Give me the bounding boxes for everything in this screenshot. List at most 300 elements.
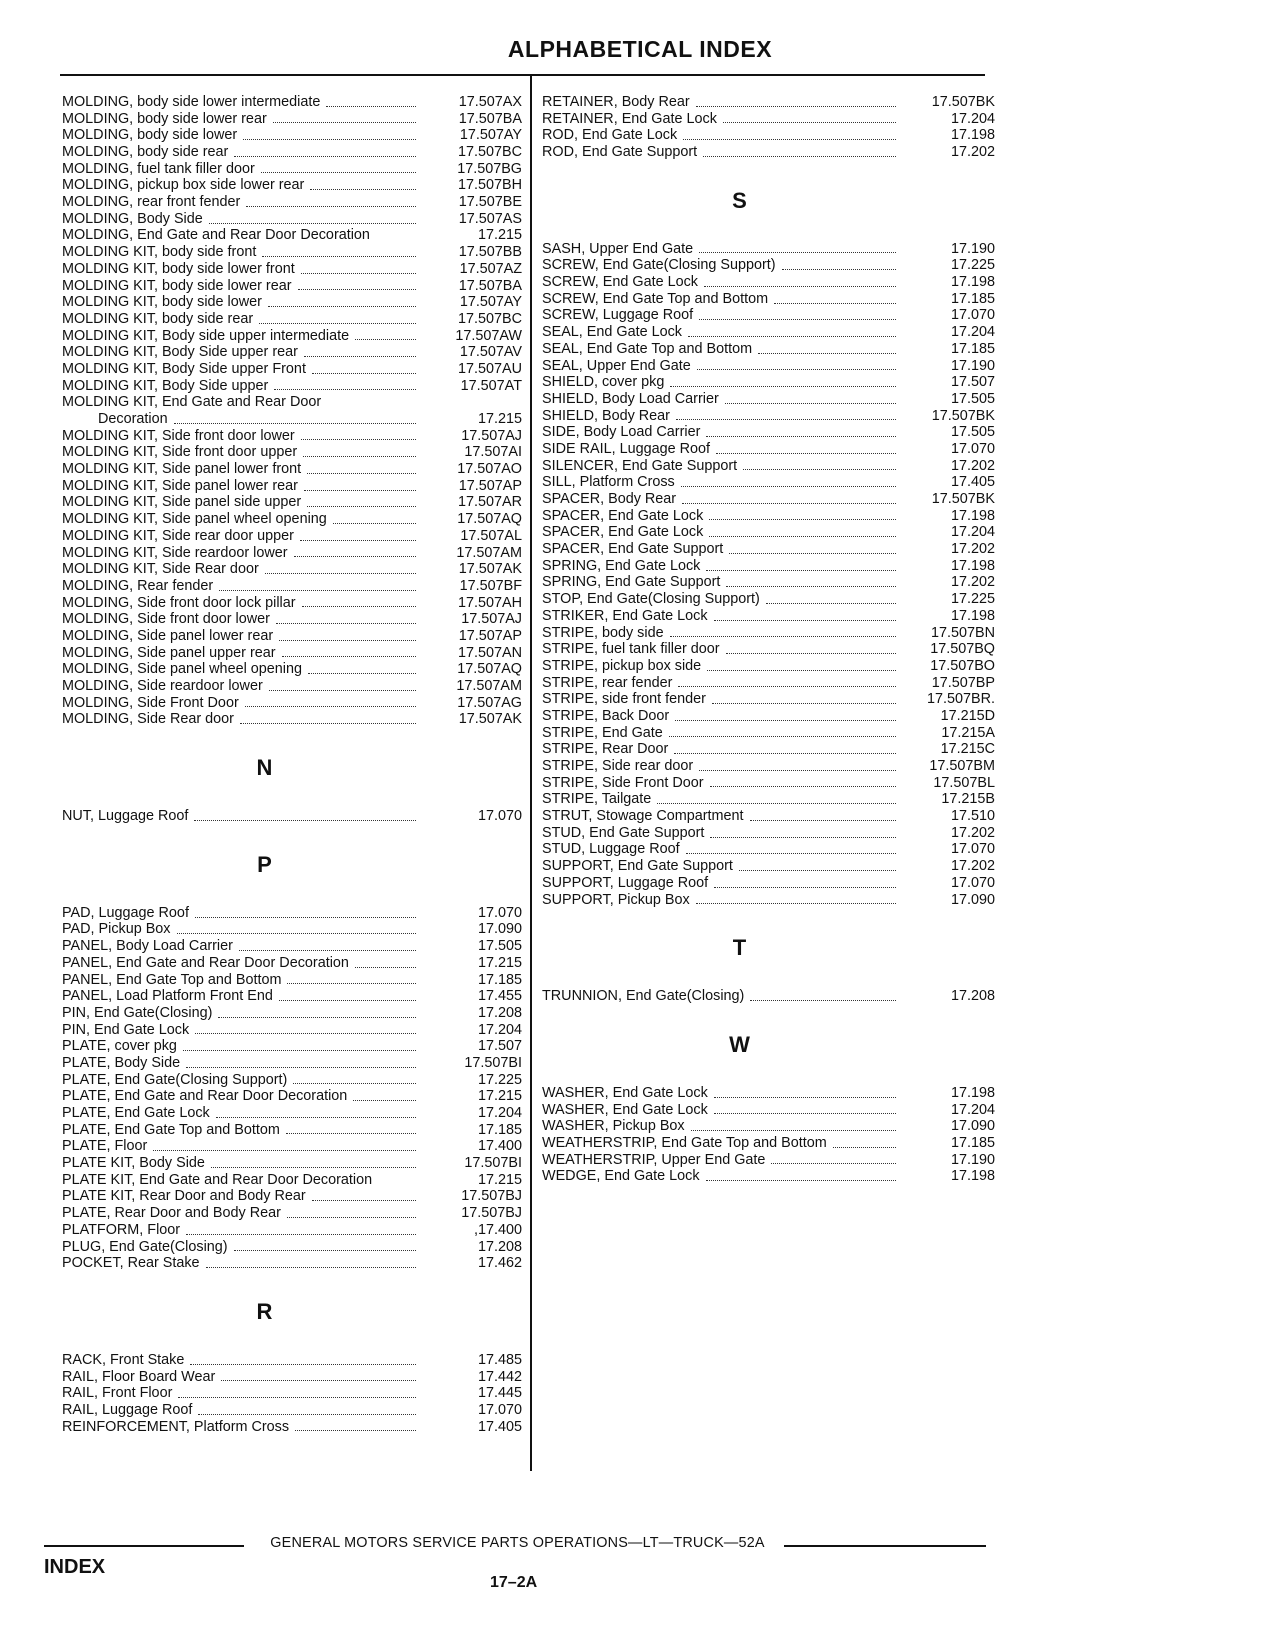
index-entry-page: 17.198: [950, 507, 995, 524]
index-entry-page: 17.507AS: [458, 210, 522, 227]
index-entry: [542, 1118, 997, 1135]
index-entry: [542, 257, 997, 274]
index-entry: [542, 474, 997, 491]
index-entry-page: 17.198: [950, 1084, 995, 1101]
section-letter-heading: R: [256, 1298, 273, 1324]
index-entry-name: NUT, Luggage Roof: [62, 808, 189, 825]
index-entry-page: 17.507BJ: [461, 1205, 522, 1222]
index-entry-name: MOLDING KIT, Body Side upper Front: [62, 360, 306, 377]
index-entry-name: PLATE, cover pkg: [62, 1038, 177, 1055]
index-entry-name: MOLDING KIT, End Gate and Rear Door: [62, 394, 322, 411]
index-entry: [62, 595, 527, 612]
index-entry: [542, 625, 997, 642]
index-entry-name: STRIPE, body side: [542, 624, 664, 641]
dot-leader: [682, 502, 896, 504]
index-entry-page: 17.507AI: [464, 444, 522, 461]
index-entry-page: 17.507: [477, 1038, 522, 1055]
index-entry-name: STRIPE, rear fender: [542, 674, 673, 691]
index-entry-page: 17.442: [477, 1368, 522, 1385]
dot-leader: [710, 785, 896, 787]
index-entry-name: STRIKER, End Gate Lock: [542, 607, 708, 624]
index-entry: [542, 825, 997, 842]
index-entry: [62, 194, 527, 211]
dot-leader: [268, 305, 416, 307]
index-entry-name: SILENCER, End Gate Support: [542, 457, 738, 474]
index-entry: [62, 561, 527, 578]
dot-leader: [303, 455, 416, 457]
index-entry-page: 17.507AQ: [457, 661, 522, 678]
dot-leader: [657, 802, 896, 804]
index-entry: [62, 1155, 527, 1172]
index-entry-name: MOLDING KIT, Side front door lower: [62, 427, 295, 444]
dot-leader: [300, 539, 416, 541]
index-entry: [542, 441, 997, 458]
index-entry-name: WASHER, End Gate Lock: [542, 1084, 708, 1101]
dot-leader: [714, 886, 896, 888]
index-entry-page: 17.507BA: [458, 110, 522, 127]
dot-leader: [699, 769, 896, 771]
index-entry-page: 17.070: [950, 874, 995, 891]
index-entry-name: SHIELD, cover pkg: [542, 374, 665, 391]
index-entry: [62, 261, 527, 278]
dot-leader: [279, 639, 416, 641]
dot-leader: [699, 318, 896, 320]
dot-leader: [750, 819, 896, 821]
index-entry: [62, 988, 527, 1005]
index-entry-page: 17.507BB: [458, 244, 522, 261]
dot-leader: [312, 372, 416, 374]
index-entry-name: PLATE, Body Side: [62, 1054, 181, 1071]
dot-leader: [259, 322, 416, 324]
dot-leader: [771, 1162, 896, 1164]
index-entry-page: 17.507AJ: [461, 427, 522, 444]
index-entry-page: 17.485: [477, 1351, 522, 1368]
index-entry-name: STRIPE, Tailgate: [542, 791, 652, 808]
index-entry: [62, 144, 527, 161]
index-entry: [62, 1352, 527, 1369]
index-entry-name: SEAL, Upper End Gate: [542, 357, 691, 374]
index-entry: [542, 775, 997, 792]
index-entry: [62, 1205, 527, 1222]
index-entry-name: RAIL, Front Floor: [62, 1385, 173, 1402]
index-entry-name: PLATE KIT, Rear Door and Body Rear: [62, 1188, 306, 1205]
index-entry-name: MOLDING KIT, Side front door upper: [62, 444, 298, 461]
index-entry-name: MOLDING, Body Side: [62, 210, 203, 227]
index-entry: [62, 411, 527, 428]
section-letter-heading: P: [257, 851, 272, 877]
index-entry: [542, 641, 997, 658]
dot-leader: [696, 902, 896, 904]
index-entry-page: 17.507AZ: [459, 260, 522, 277]
index-entry: [542, 691, 997, 708]
index-entry-name: PANEL, Load Platform Front End: [62, 988, 273, 1005]
index-entry-name: MOLDING, Side panel lower rear: [62, 627, 274, 644]
index-entry: [62, 361, 527, 378]
index-entry-name: PANEL, End Gate Top and Bottom: [62, 971, 282, 988]
dot-leader: [282, 655, 416, 657]
index-entry: [62, 111, 527, 128]
index-entry-page: 17.204: [950, 110, 995, 127]
dot-leader: [774, 302, 896, 304]
left-index-column: [62, 94, 527, 1435]
dot-leader: [195, 916, 416, 918]
index-entry-name: MOLDING, fuel tank filler door: [62, 160, 255, 177]
index-entry-page: 17.507BF: [459, 577, 522, 594]
index-entry-page: 17.507BI: [464, 1155, 522, 1172]
index-entry-name: PLATE, Floor: [62, 1138, 148, 1155]
index-entry-page: 17.185: [477, 971, 522, 988]
dot-leader: [218, 1016, 416, 1018]
index-entry: [542, 524, 997, 541]
index-entry-name: MOLDING, Side panel upper rear: [62, 644, 276, 661]
section-letter-heading: S: [732, 187, 747, 213]
index-entry-page: 17.215A: [941, 724, 995, 741]
index-entry: [62, 628, 527, 645]
index-entry-name: SUPPORT, Pickup Box: [542, 891, 690, 908]
dot-leader: [691, 1129, 896, 1131]
index-entry-page: 17.204: [477, 1105, 522, 1122]
dot-leader: [178, 1396, 416, 1398]
index-entry-page: 17.507AR: [457, 494, 522, 511]
index-entry-name: MOLDING KIT, body side rear: [62, 310, 254, 327]
index-entry-name: PAD, Luggage Roof: [62, 904, 189, 921]
dot-leader: [153, 1149, 416, 1151]
footer-text: GENERAL MOTORS SERVICE PARTS OPERATIONS—LT—TRUCK—52A: [270, 1535, 765, 1551]
index-entry: [62, 661, 527, 678]
index-entry-name: ROD, End Gate Lock: [542, 127, 678, 144]
index-entry-page: 17.208: [477, 1004, 522, 1021]
index-entry: [542, 791, 997, 808]
index-entry: [62, 1239, 527, 1256]
dot-leader: [676, 418, 896, 420]
index-entry-name: SUPPORT, End Gate Support: [542, 858, 733, 875]
dot-leader: [326, 105, 416, 107]
dot-leader: [743, 468, 896, 470]
index-entry: [62, 1122, 527, 1139]
index-entry-name: STOP, End Gate(Closing Support): [542, 591, 760, 608]
index-entry: [62, 511, 527, 528]
index-entry-name: STRIPE, side front fender: [542, 691, 706, 708]
index-entry-name: PLUG, End Gate(Closing): [62, 1238, 228, 1255]
index-entry-page: 17.510: [950, 808, 995, 825]
index-entry-page: 17.507AV: [459, 344, 522, 361]
dot-leader: [183, 1049, 416, 1051]
index-entry: [542, 374, 997, 391]
index-entry-name: STRIPE, Side Front Door: [542, 774, 704, 791]
dot-leader: [703, 155, 896, 157]
index-entry-page: 17.070: [950, 841, 995, 858]
index-entry-name: MOLDING, Side reardoor lower: [62, 678, 263, 695]
index-entry-page: 17.185: [477, 1121, 522, 1138]
footer-rule-left: [44, 1545, 244, 1547]
index-entry: [542, 144, 997, 161]
index-entry-name: PLATE, End Gate Lock: [62, 1105, 210, 1122]
dot-leader: [833, 1146, 896, 1148]
index-entry-page: 17.507BA: [458, 277, 522, 294]
dot-leader: [274, 388, 416, 390]
index-entry: [62, 1222, 527, 1239]
index-entry-name: MOLDING, body side lower rear: [62, 110, 267, 127]
index-entry-name: SPACER, End Gate Lock: [542, 524, 704, 541]
index-entry-page: 17.400: [477, 1138, 522, 1155]
index-entry-page: 17.185: [950, 290, 995, 307]
right-index-column: [542, 94, 997, 1185]
dot-leader: [714, 1112, 896, 1114]
dot-leader: [758, 352, 896, 354]
dot-leader: [706, 569, 896, 571]
index-entry: [62, 211, 527, 228]
index-entry-name: SPACER, End Gate Lock: [542, 507, 704, 524]
index-entry-name: STRIPE, Rear Door: [542, 741, 669, 758]
index-entry-name: SCREW, Luggage Roof: [542, 307, 694, 324]
index-entry-page: 17.507AK: [458, 711, 522, 728]
dot-leader: [714, 619, 896, 621]
dot-leader: [669, 735, 896, 737]
index-entry-page: 17.507AN: [457, 644, 522, 661]
index-entry-page: 17.185: [950, 1134, 995, 1151]
index-entry: [542, 675, 997, 692]
dot-leader: [211, 1166, 416, 1168]
index-entry-page: 17.202: [950, 457, 995, 474]
dot-leader: [723, 121, 896, 123]
index-entry: [62, 1402, 527, 1419]
dot-leader: [239, 949, 416, 951]
index-entry: [62, 161, 527, 178]
index-entry-page: 17.202: [950, 541, 995, 558]
dot-leader: [699, 251, 896, 253]
dot-leader: [307, 505, 416, 507]
footer-section-label: INDEX: [44, 1556, 106, 1578]
index-entry-name: MOLDING KIT, body side lower front: [62, 260, 295, 277]
dot-leader: [287, 1216, 416, 1218]
index-entry: [542, 1085, 997, 1102]
index-entry-page: 17.198: [950, 274, 995, 291]
index-entry-name: REINFORCEMENT, Platform Cross: [62, 1418, 290, 1435]
index-entry-name: SPACER, End Gate Support: [542, 541, 724, 558]
index-entry-name: SEAL, End Gate Lock: [542, 324, 682, 341]
dot-leader: [709, 535, 896, 537]
dot-leader: [355, 338, 416, 340]
dot-leader: [261, 171, 416, 173]
dot-leader: [725, 402, 896, 404]
index-entry: [62, 1022, 527, 1039]
dot-leader: [706, 435, 896, 437]
index-entry-page: 17.507BO: [930, 657, 995, 674]
dot-leader: [304, 489, 416, 491]
index-entry-name: SCREW, End Gate(Closing Support): [542, 257, 776, 274]
section-letter-heading: N: [256, 755, 273, 781]
dot-leader: [174, 422, 416, 424]
index-entry-page: 17.190: [950, 1151, 995, 1168]
dot-leader: [245, 705, 416, 707]
dot-leader: [216, 1116, 416, 1118]
index-entry-page: 17.070: [477, 904, 522, 921]
index-entry-page: 17.507AL: [460, 527, 522, 544]
index-entry-page: 17.070: [477, 1401, 522, 1418]
column-divider: [530, 76, 532, 1471]
dot-leader: [209, 222, 416, 224]
index-entry-name: RETAINER, End Gate Lock: [542, 110, 717, 127]
title-rule: [60, 74, 985, 76]
index-entry-page: 17.070: [950, 307, 995, 324]
index-entry-name: MOLDING KIT, Side panel wheel opening: [62, 511, 327, 528]
dot-leader: [186, 1066, 416, 1068]
index-entry: [62, 578, 527, 595]
index-entry: [542, 842, 997, 859]
dot-leader: [301, 272, 416, 274]
index-entry: [542, 358, 997, 375]
dot-leader: [308, 672, 416, 674]
index-entry-name: PLATE KIT, End Gate and Rear Door Decoration: [62, 1171, 373, 1188]
index-entry-page: 17.202: [950, 824, 995, 841]
index-entry-name: SIDE RAIL, Luggage Roof: [542, 440, 710, 457]
index-entry: [62, 1038, 527, 1055]
index-entry-name: WEATHERSTRIP, Upper End Gate: [542, 1151, 766, 1168]
index-entry-name: WEDGE, End Gate Lock: [542, 1168, 700, 1185]
index-entry-name: WASHER, Pickup Box: [542, 1118, 685, 1135]
dot-leader: [234, 1249, 416, 1251]
index-entry-page: 17.462: [477, 1255, 522, 1272]
index-entry-page: 17.507AW: [455, 327, 522, 344]
index-entry: [62, 1369, 527, 1386]
dot-leader: [726, 652, 896, 654]
dot-leader: [726, 585, 896, 587]
index-entry: [62, 444, 527, 461]
index-entry: [542, 758, 997, 775]
index-entry: [62, 955, 527, 972]
index-entry: [62, 695, 527, 712]
index-entry-name: SILL, Platform Cross: [542, 474, 675, 491]
dot-leader: [686, 852, 896, 854]
index-entry-name: STUD, Luggage Roof: [542, 841, 680, 858]
index-entry-page: 17.204: [477, 1021, 522, 1038]
index-entry-name: MOLDING KIT, Body side upper intermediate: [62, 327, 350, 344]
index-entry: [62, 1138, 527, 1155]
dot-leader: [186, 1233, 416, 1235]
index-entry: [542, 391, 997, 408]
dot-leader: [714, 1096, 896, 1098]
dot-leader: [697, 368, 896, 370]
index-entry-page: 17.507BJ: [461, 1188, 522, 1205]
index-entry-name: SUPPORT, Luggage Roof: [542, 874, 709, 891]
index-entry-name: STRUT, Stowage Compartment: [542, 808, 744, 825]
index-entry: [62, 678, 527, 695]
index-entry-page: 17.445: [477, 1385, 522, 1402]
index-entry-name: PLATE, End Gate and Rear Door Decoration: [62, 1088, 348, 1105]
index-entry: [62, 1005, 527, 1022]
index-entry: [542, 708, 997, 725]
dot-leader: [696, 105, 896, 107]
index-entry-name: MOLDING KIT, Body Side upper: [62, 377, 269, 394]
index-entry-page: 17.507BI: [464, 1054, 522, 1071]
index-entry-page: 17.507BH: [457, 177, 522, 194]
index-entry: [542, 1135, 997, 1152]
dot-leader: [670, 635, 896, 637]
index-entry: [542, 558, 997, 575]
index-entry-page: 17.507BK: [931, 93, 995, 110]
index-entry: [62, 478, 527, 495]
dot-leader: [195, 1032, 416, 1034]
index-entry-name: MOLDING, body side lower: [62, 127, 238, 144]
footer-rule-right: [784, 1545, 986, 1547]
index-entry-name: SPRING, End Gate Lock: [542, 557, 701, 574]
index-entry: [542, 274, 997, 291]
dot-leader: [706, 1179, 896, 1181]
index-entry-page: 17.505: [950, 424, 995, 441]
dot-leader: [683, 138, 896, 140]
dot-leader: [688, 335, 896, 337]
index-entry-page: 17.204: [950, 524, 995, 541]
index-entry: [62, 428, 527, 445]
index-entry-page: 17.225: [477, 1071, 522, 1088]
index-entry-name: SPRING, End Gate Support: [542, 574, 721, 591]
index-entry-page: 17.225: [950, 591, 995, 608]
index-entry-page: 17.507AP: [458, 627, 522, 644]
dot-leader: [674, 752, 896, 754]
index-entry-name: STRIPE, pickup box side: [542, 657, 702, 674]
index-entry: [542, 1168, 997, 1185]
index-entry-page: 17.507BP: [931, 674, 995, 691]
index-entry-page: 17.198: [950, 127, 995, 144]
index-entry-page: 17.202: [950, 144, 995, 161]
index-entry-name: SHIELD, Body Rear: [542, 407, 670, 424]
index-entry: [62, 244, 527, 261]
dot-leader: [750, 999, 896, 1001]
index-entry-page: 17.215D: [940, 707, 995, 724]
index-entry: [62, 94, 527, 111]
index-entry-page: 17.507BM: [929, 758, 995, 775]
index-entry: [62, 938, 527, 955]
index-entry: [62, 278, 527, 295]
index-entry: [62, 1189, 527, 1206]
index-entry: [542, 741, 997, 758]
index-entry: [542, 725, 997, 742]
index-entry-page: 17.507AP: [458, 477, 522, 494]
index-entry-name: PAD, Pickup Box: [62, 921, 171, 938]
dot-leader: [190, 1363, 416, 1365]
index-entry-page: 17.507AH: [457, 594, 522, 611]
dot-leader: [353, 1099, 416, 1101]
index-entry: [542, 988, 997, 1005]
index-entry: [542, 241, 997, 258]
index-entry: [62, 378, 527, 395]
index-entry-name: MOLDING, Side front door lower: [62, 611, 270, 628]
dot-leader: [234, 155, 416, 157]
index-entry: [542, 127, 997, 144]
index-entry-name: PANEL, End Gate and Rear Door Decoration: [62, 954, 349, 971]
index-entry-page: 17.215B: [941, 791, 995, 808]
index-entry: [542, 324, 997, 341]
index-entry-page: 17.198: [950, 607, 995, 624]
dot-leader: [198, 1413, 416, 1415]
index-entry: [62, 808, 527, 825]
index-entry-page: 17.202: [950, 574, 995, 591]
dot-leader: [287, 982, 416, 984]
dot-leader: [276, 622, 416, 624]
index-entry: [542, 541, 997, 558]
index-entry-page: 17.070: [950, 440, 995, 457]
index-entry: [62, 645, 527, 662]
index-entry-name: PANEL, Body Load Carrier: [62, 938, 233, 955]
index-entry-page: 17.198: [950, 1168, 995, 1185]
index-entry-name: MOLDING KIT, Side panel side upper: [62, 494, 302, 511]
index-entry-name: MOLDING KIT, Side Rear door: [62, 561, 259, 578]
index-entry-page: 17.070: [477, 808, 522, 825]
dot-leader: [262, 255, 416, 257]
index-entry: [62, 545, 527, 562]
index-entry: [62, 905, 527, 922]
index-entry-name: PIN, End Gate(Closing): [62, 1004, 213, 1021]
